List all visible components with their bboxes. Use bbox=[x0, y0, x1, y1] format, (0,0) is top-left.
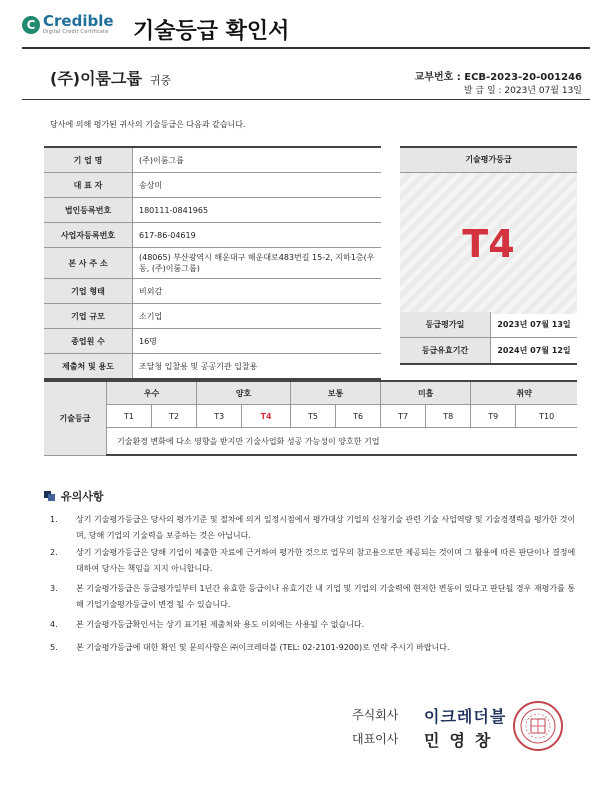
info-value: 조달청 입찰용 및 공공기관 입찰용 bbox=[133, 354, 382, 380]
note-text: 상기 기술평가등급은 당사의 평가기준 및 절차에 의거 일정시점에서 평가대상 기업의 신청기술 관련 기술 사업역량 및 기술경쟁력을 평가한 것이며, 당해 기업의 기술력을 보증하는 것은 아닙니다. bbox=[76, 515, 576, 540]
notes-heading bbox=[44, 488, 104, 504]
scale-grade: T6 bbox=[336, 405, 381, 428]
info-value: (주)이룸그룹 bbox=[133, 147, 382, 173]
note-number: 1. bbox=[50, 515, 58, 524]
table-row bbox=[44, 147, 381, 173]
info-label: 기업 형태 bbox=[44, 279, 133, 304]
info-value: 비외감 bbox=[133, 279, 382, 304]
issue-number: 교부번호 : ECB-2023-20-001246 bbox=[414, 72, 582, 83]
info-label: 법인등록번호 bbox=[44, 198, 133, 223]
scale-category: 우수 bbox=[107, 381, 197, 405]
eval-date-label: 등급평가일 bbox=[400, 312, 491, 338]
corp-label: 주식회사 bbox=[352, 708, 399, 722]
logo-name: Credible bbox=[43, 12, 114, 30]
company-seal-icon bbox=[512, 700, 564, 756]
header-divider bbox=[22, 47, 590, 49]
scale-category: 양호 bbox=[197, 381, 291, 405]
scale-category: 보통 bbox=[290, 381, 380, 405]
recipient-honorific: 귀중 bbox=[149, 74, 172, 87]
table-row bbox=[44, 354, 381, 380]
info-value: 180111-0841965 bbox=[133, 198, 382, 223]
list-item bbox=[50, 581, 578, 613]
scale-grade: T3 bbox=[197, 405, 242, 428]
valid-date-label: 등급유효기간 bbox=[400, 338, 491, 365]
note-text: 본 기술평가등급에 대한 확인 및 문의사항은 ㈜이크레더블 (TEL: 02-2101-9200)로 연락 주시기 바랍니다. bbox=[76, 643, 450, 652]
grade-display bbox=[400, 173, 577, 314]
logo-subtitle: Digital Credit Certificate bbox=[43, 29, 109, 35]
info-value: 소기업 bbox=[133, 304, 382, 329]
table-row bbox=[400, 312, 577, 338]
intro-text: 당사에 의해 평가된 귀사의 기술등급은 다음과 같습니다. bbox=[50, 120, 246, 129]
table-row bbox=[44, 329, 381, 354]
table-row bbox=[44, 198, 381, 223]
document-title: 기술등급 확인서 bbox=[133, 19, 290, 44]
ceo-label: 대표이사 bbox=[352, 732, 399, 746]
grade-scale-table bbox=[44, 380, 577, 456]
note-number: 4. bbox=[50, 620, 58, 629]
scale-grade: T2 bbox=[152, 405, 197, 428]
grade-heading: 기술평가등급 bbox=[400, 148, 577, 173]
info-value: 송상미 bbox=[133, 173, 382, 198]
table-row bbox=[44, 304, 381, 329]
info-label: 기 업 명 bbox=[44, 147, 133, 173]
scale-side-label: 기술등급 bbox=[44, 381, 107, 455]
corp-name: 이크레더블 bbox=[424, 707, 507, 726]
list-item bbox=[50, 545, 578, 577]
info-label: 기업 규모 bbox=[44, 304, 133, 329]
scale-grade: T7 bbox=[381, 405, 426, 428]
scale-grade: T10 bbox=[516, 405, 577, 428]
ceo-name: 민영창 bbox=[424, 731, 501, 750]
info-label: 대 표 자 bbox=[44, 173, 133, 198]
info-value: 617-86-04619 bbox=[133, 223, 382, 248]
info-label: 종업원 수 bbox=[44, 329, 133, 354]
table-row bbox=[44, 248, 381, 279]
scale-description-row bbox=[44, 428, 577, 456]
grade-dates-table bbox=[400, 312, 577, 365]
credible-logo-icon: C bbox=[22, 16, 40, 34]
credible-logo bbox=[22, 14, 114, 35]
note-text: 상기 기술평가등급은 당해 기업이 제출한 자료에 근거하여 평가한 것으로 업무의 참고용으로만 제공되는 것이며 그 활용에 따른 판단이나 결정에 대하여 당사는 책임을 지지 아니합니다. bbox=[76, 548, 576, 573]
note-number: 2. bbox=[50, 548, 58, 557]
grade-value: T4 bbox=[462, 221, 515, 266]
valid-date-value: 2024년 07월 12일 bbox=[491, 338, 578, 365]
recipient-company: (주)이룸그룹 bbox=[50, 69, 142, 88]
scale-grade: T8 bbox=[426, 405, 471, 428]
scale-category-row bbox=[44, 381, 577, 405]
list-item bbox=[50, 640, 578, 656]
scale-grade: T5 bbox=[290, 405, 335, 428]
info-label: 제출처 및 용도 bbox=[44, 354, 133, 380]
eval-date-value: 2023년 07월 13일 bbox=[491, 312, 578, 338]
section-divider bbox=[22, 99, 590, 100]
scale-category: 취약 bbox=[471, 381, 577, 405]
grade-description: 기술환경 변화에 다소 영향을 받지만 기술사업화 성공 가능성이 양호한 기업 bbox=[107, 428, 578, 456]
info-value: 16명 bbox=[133, 329, 382, 354]
note-text: 본 기술평가등급확인서는 상기 표기된 제출처와 용도 이외에는 사용될 수 없습니다. bbox=[76, 620, 365, 629]
company-info-table bbox=[44, 146, 381, 380]
list-item bbox=[50, 512, 578, 544]
section-square-icon bbox=[44, 491, 56, 501]
info-label: 본 사 주 소 bbox=[44, 248, 133, 279]
table-row bbox=[44, 223, 381, 248]
note-text: 본 기술평가등급은 등급평가일부터 1년간 유효한 등급이나 유효기간 내 기업 및 기업의 기술력에 현저한 변동이 있다고 판단될 경우 재평가를 통해 기업기술평가등급이 변경 될 수 있습니다. bbox=[76, 584, 576, 609]
grade-box bbox=[400, 146, 577, 314]
notes-title: 유의사항 bbox=[61, 490, 104, 503]
scale-category: 미흡 bbox=[381, 381, 471, 405]
table-row bbox=[44, 279, 381, 304]
note-number: 5. bbox=[50, 643, 58, 652]
info-value: (48065) 부산광역시 해운대구 해운대로483번길 15-2, 지하1층(우동, (주)이룸그룹) bbox=[133, 248, 382, 279]
recipient bbox=[50, 66, 171, 89]
scale-grade-current: T4 bbox=[242, 405, 291, 428]
issue-date: 발 급 일 : 2023년 07월 13일 bbox=[463, 86, 582, 96]
scale-grade: T9 bbox=[471, 405, 516, 428]
table-row bbox=[400, 338, 577, 365]
table-row bbox=[44, 173, 381, 198]
list-item bbox=[50, 617, 578, 633]
scale-grade-row bbox=[44, 405, 577, 428]
info-label: 사업자등록번호 bbox=[44, 223, 133, 248]
note-number: 3. bbox=[50, 584, 58, 593]
scale-grade: T1 bbox=[107, 405, 152, 428]
